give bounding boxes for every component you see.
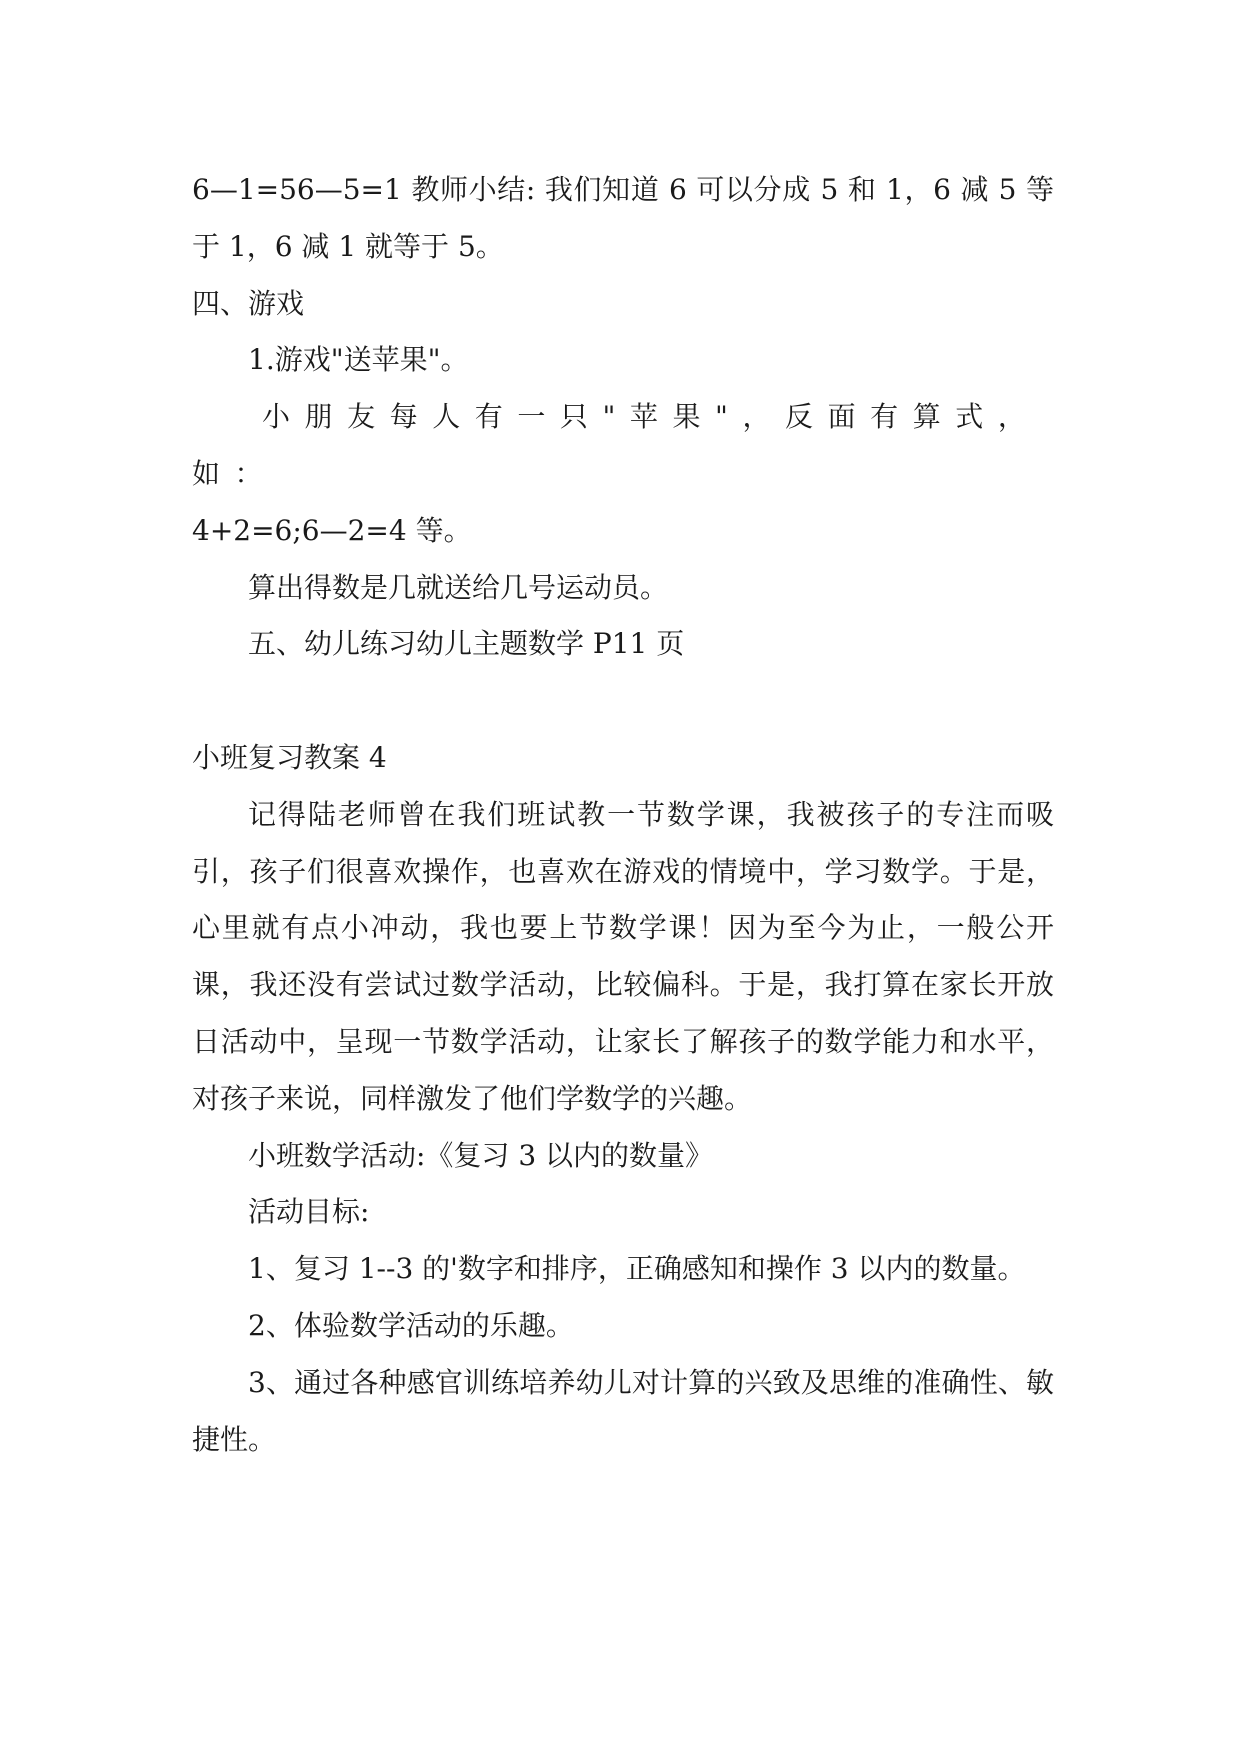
document-body: [192, 162, 1054, 1468]
paragraph-introduction: 记得陆老师曾在我们班试教一节数学课，我被孩子的专注而吸引，孩子们很喜欢操作，也喜欢在游戏的情境中，学习数学。于是，心里就有点小冲动，我也要上节数学课！因为至今为止，一般公开课，我还没有尝试过数学活动，比较偏科。于是，我打算在家长开放日活动中，呈现一节数学活动，让家长了解孩子的数学能力和水平，对孩子来说，同样激发了他们学数学的兴趣。: [192, 797, 1054, 1115]
section-spacer: [192, 673, 1054, 730]
paragraph-game-description: 小朋友每人有一只"苹果"，反面有算式，如：: [192, 400, 1041, 490]
paragraph-subtraction-summary: 6—1=56—5=1 教师小结: 我们知道 6 可以分成 5 和 1，6 减 5 等于 1，6 减 1 就等于 5。: [192, 173, 1054, 263]
heading-section-four: 四、游戏: [192, 286, 305, 320]
lesson-plan-title: 小班复习教案 4: [192, 740, 387, 774]
paragraph-game-formula: 4+2=6;6—2=4 等。: [192, 513, 472, 547]
activity-title: 小班数学活动:《复习 3 以内的数量》: [248, 1138, 714, 1172]
paragraph-game-one: 1.游戏"送苹果"。: [248, 343, 469, 377]
goal-item-3: 3、通过各种感官训练培养幼儿对计算的兴致及思维的准确性、敏捷性。: [192, 1365, 1054, 1456]
goal-item-1: 1、复习 1--3 的'数字和排序，正确感知和操作 3 以内的数量。: [248, 1252, 1026, 1286]
goal-item-2: 2、体验数学活动的乐趣。: [248, 1308, 574, 1342]
paragraph-game-rule: 算出得数是几就送给几号运动员。: [248, 570, 669, 604]
heading-section-five: 五、幼儿练习幼儿主题数学 P11 页: [248, 627, 685, 661]
goals-heading: 活动目标:: [248, 1195, 370, 1229]
